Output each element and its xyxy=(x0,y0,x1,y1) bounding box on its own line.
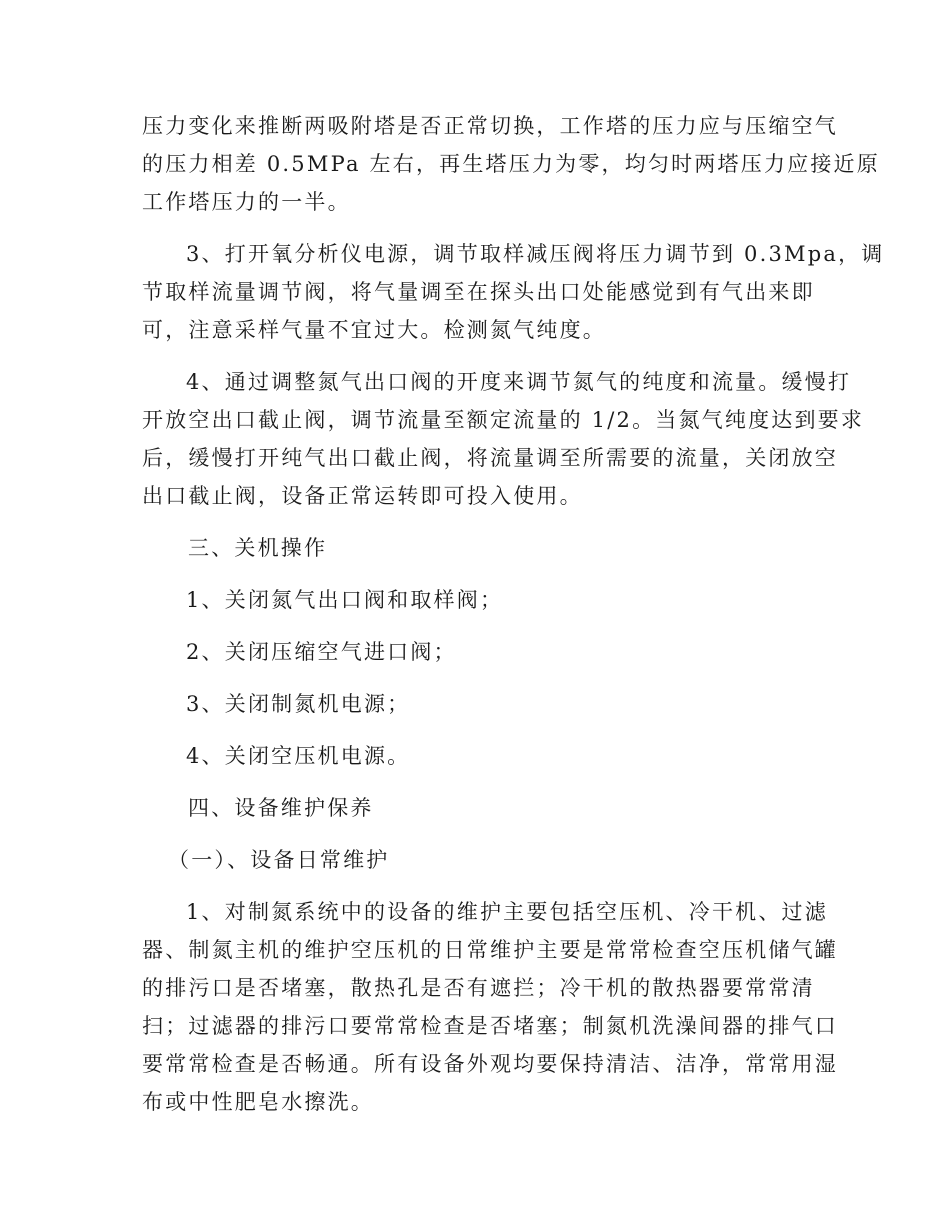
paragraph-line: 工作塔压力的一半。 xyxy=(142,190,351,214)
section-heading-maintenance: 四、设备维护保养 xyxy=(188,796,374,820)
paragraph-line: 节取样流量调节阀，将气量调至在探头出口处能感觉到有气出来即 xyxy=(142,280,815,304)
section-heading-shutdown: 三、关机操作 xyxy=(188,536,328,560)
paragraph-line: 压力变化来推断两吸附塔是否正常切换，工作塔的压力应与压缩空气 xyxy=(142,114,838,138)
paragraph-line: 布或中性肥皂水擦洗。 xyxy=(142,1090,374,1114)
paragraph-line: 开放空出口截止阀，调节流量至额定流量的 1/2。当氮气纯度达到要求 xyxy=(142,408,865,432)
paragraph-line: 3、打开氧分析仪电源，调节取样减压阀将压力调节到 0.3Mpa，调 xyxy=(186,242,885,266)
paragraph-line: 的排污口是否堵塞，散热孔是否有遮拦；冷干机的散热器要常常清 xyxy=(142,976,815,1000)
list-item: 3、关闭制氮机电源； xyxy=(186,692,411,716)
paragraph-line: 出口截止阀，设备正常运转即可投入使用。 xyxy=(142,484,583,508)
paragraph-line: 要常常检查是否畅通。所有设备外观均要保持清洁、洁净，常常用湿 xyxy=(142,1052,838,1076)
paragraph-line: 后，缓慢打开纯气出口截止阀，将流量调至所需要的流量，关闭放空 xyxy=(142,446,838,470)
paragraph-line: 1、对制氮系统中的设备的维护主要包括空压机、冷干机、过滤 xyxy=(186,900,828,924)
list-item: 2、关闭压缩空气进口阀； xyxy=(186,640,457,664)
paragraph-line: 器、制氮主机的维护空压机的日常维护主要是常常检查空压机储气罐 xyxy=(142,938,838,962)
list-item: 1、关闭氮气出口阀和取样阀； xyxy=(186,588,504,612)
subsection-heading: （一）、设备日常维护 xyxy=(168,848,390,872)
paragraph-line: 的压力相差 0.5MPa 左右，再生塔压力为零，均匀时两塔压力应接近原 xyxy=(142,152,880,176)
list-item: 4、关闭空压机电源。 xyxy=(186,744,411,768)
paragraph-line: 4、通过调整氮气出口阀的开度来调节氮气的纯度和流量。缓慢打 xyxy=(186,370,852,394)
paragraph-line: 扫；过滤器的排污口要常常检查是否堵塞；制氮机洗澡间器的排气口 xyxy=(142,1014,838,1038)
paragraph-line: 可，注意采样气量不宜过大。检测氮气纯度。 xyxy=(142,318,606,342)
